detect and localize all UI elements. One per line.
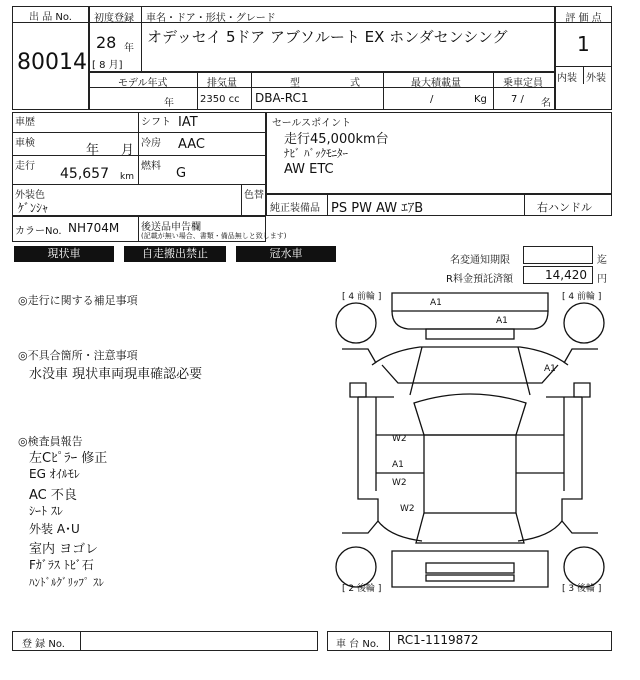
exterior-label: 外装 — [586, 73, 606, 84]
history-label: 車歴 — [15, 117, 35, 128]
inspector-item: AC 不良 — [29, 488, 77, 503]
deadline-label: 名変通知期限 — [450, 255, 510, 266]
inspector-item: 室内 ヨゴレ — [29, 542, 99, 557]
damage-mark: W2 — [400, 504, 415, 514]
first-reg-label: 初度登録 — [94, 13, 134, 24]
type-value: DBA-RC1 — [255, 91, 309, 105]
driving-notes-title: ◎走行に関する補足事項 — [18, 294, 138, 307]
car-name: オデッセイ 5ドア アブソルート EX ホンダセンシング — [147, 28, 508, 46]
model-year-label: モデル年式 — [118, 78, 168, 89]
damage-mark: W2 — [392, 478, 407, 488]
color-label: 外装色 — [15, 190, 45, 201]
mileage-value: 45,657 — [60, 166, 109, 182]
car-condition-diagram — [330, 285, 612, 605]
color-change-label: 色替 — [244, 190, 264, 201]
corner-br-label: [ 3 後輪 ] — [562, 584, 602, 594]
inspector-item: Fｶﾞﾗｽ ﾄﾋﾞ石 — [29, 558, 94, 572]
details-box — [12, 112, 266, 216]
shift-label: シフト — [141, 117, 171, 128]
aftermarket-label: 後送品申告欄 — [141, 222, 201, 233]
steering-value: 右ハンドル — [537, 201, 592, 214]
max-load-label: 最大積載量 — [411, 78, 461, 89]
std-equip-value: PS PW AW ｴｱB — [331, 201, 424, 216]
color-no-label: カラーNo. — [15, 226, 62, 237]
badge-flooded: 冠水車 — [236, 246, 336, 262]
reg-no-label: 登 録 No. — [22, 639, 65, 650]
chassis-label: 車 台 No. — [336, 639, 379, 650]
aftermarket-note: (記載が無い場合、書類・備品無しと致します) — [141, 232, 287, 240]
lot-number: 80014 — [17, 50, 87, 75]
ac-label: 冷房 — [141, 138, 161, 149]
corner-tl-label: [ 4 前輪 ] — [342, 292, 382, 302]
inspector-item: 外装 A･U — [29, 522, 80, 536]
recycle-label: R料金預託済額 — [446, 274, 513, 285]
sales-point-1: 走行45,000km台 — [284, 132, 389, 147]
capacity-value: 7 / — [511, 94, 524, 105]
inspection-year: 年 — [86, 143, 100, 158]
std-equip-label: 純正装備品 — [270, 203, 320, 214]
inspector-item: EG ｵｲﾙﾓﾚ — [29, 467, 80, 481]
model-year-unit: 年 — [164, 98, 174, 109]
mileage-label: 走行 — [15, 161, 35, 172]
ac-value: AAC — [178, 137, 205, 152]
sales-label: セールスポイント — [272, 118, 352, 129]
max-load-unit: Kg — [474, 94, 487, 105]
first-reg-year-unit: 年 — [124, 43, 134, 54]
displacement-value: 2350 cc — [200, 94, 240, 105]
damage-mark: A1 — [430, 298, 442, 308]
damage-mark: A1 — [496, 316, 508, 326]
color-value: ｹﾞﾝｼｬ — [18, 201, 49, 215]
corner-tr-label: [ 4 前輪 ] — [562, 292, 602, 302]
interior-label: 内装 — [557, 73, 577, 84]
type-label: 型 — [290, 78, 300, 89]
corner-bl-label: [ 2 後輪 ] — [342, 584, 382, 594]
sales-point-2: ﾅﾋﾞ ﾊﾞｯｸﾓﾆﾀｰ — [284, 147, 348, 160]
first-reg-year: 28 — [96, 33, 117, 52]
mileage-unit: km — [120, 172, 134, 182]
fuel-label: 燃料 — [141, 161, 161, 172]
score-value: 1 — [577, 32, 590, 56]
recycle-value: 14,420 — [545, 268, 587, 282]
recycle-unit: 円 — [597, 274, 607, 285]
badge-current: 現状車 — [14, 246, 114, 262]
score-label: 評 価 点 — [565, 13, 602, 24]
inspector-item: 左Cﾋﾟﾗｰ 修正 — [29, 451, 108, 466]
defects-title: ◎不具合箇所・注意事項 — [18, 349, 138, 362]
damage-mark: A1 — [392, 460, 404, 470]
shift-value: IAT — [178, 115, 198, 130]
color-no-value: NH704M — [68, 221, 120, 235]
capacity-label: 乗車定員 — [503, 78, 543, 89]
deadline-box — [523, 246, 593, 264]
deadline-unit: 迄 — [597, 255, 607, 266]
inspector-item: ﾊﾝﾄﾞﾙｸﾞﾘｯﾌﾟ ｽﾚ — [29, 576, 104, 589]
fuel-value: G — [176, 166, 187, 181]
lot-label: 出 品 No. — [29, 12, 72, 23]
type-label-2: 式 — [350, 78, 360, 89]
defects-text: 水没車 現状車両現車確認必要 — [29, 367, 203, 382]
sales-point-3: AW ETC — [284, 162, 334, 177]
first-reg-month: [ 8 月] — [92, 60, 123, 71]
damage-mark: W2 — [392, 434, 407, 444]
inspector-title: ◎検査員報告 — [18, 435, 83, 448]
displacement-label: 排気量 — [207, 78, 237, 89]
inspector-item: ｼｰﾄ ｽﾚ — [29, 504, 63, 518]
max-load-value: / — [430, 94, 434, 105]
car-name-label: 車名・ドア・形状・グレード — [146, 13, 276, 24]
capacity-unit: 名 — [541, 98, 551, 109]
chassis-value: RC1-1119872 — [397, 633, 479, 647]
badge-no-self-drive: 自走搬出禁止 — [124, 246, 226, 262]
inspection-month: 月 — [121, 143, 135, 158]
damage-mark: A1 — [544, 364, 556, 374]
inspection-label: 車検 — [15, 138, 35, 149]
